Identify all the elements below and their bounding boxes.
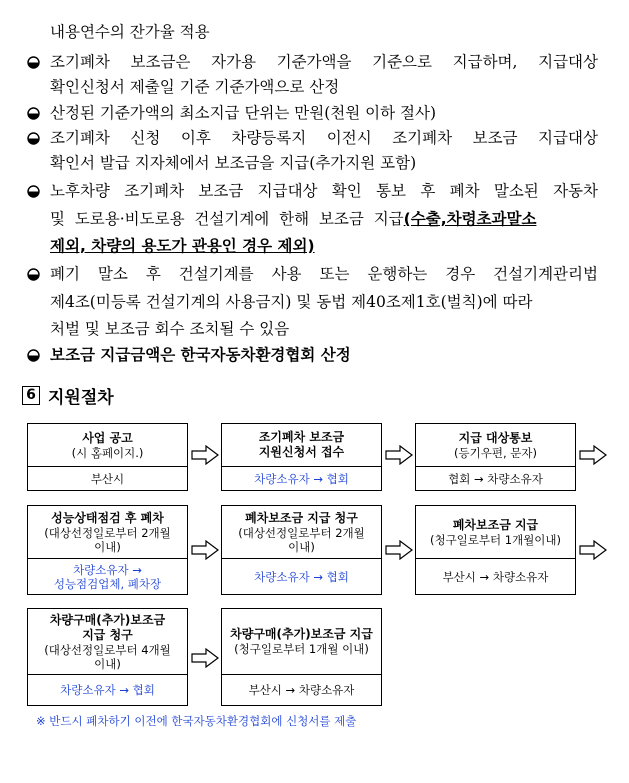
step-1-title: 사업 공고: [82, 430, 133, 445]
step-box-2: [221, 423, 382, 491]
step-7-sub: (대상선정일로부터 4개월: [44, 642, 171, 657]
right-arrow-icon: [191, 445, 219, 465]
word: 차량등록지: [231, 129, 307, 147]
step-5-actor: 차량소유자 → 협회: [254, 569, 349, 584]
step-8-title: 차량구매(추가)보조금 지급: [230, 627, 373, 641]
step-2-title-line-2: 지원신청서 접수: [258, 445, 345, 459]
step-box-8: [221, 608, 382, 706]
step-box-1: [27, 423, 188, 491]
bullet-6-line-1: 보조금 지급금액은 한국자동차환경협회 산정: [50, 346, 351, 364]
word: 지급대상: [538, 53, 598, 71]
step-3-actor: 협회 → 차량소유자: [448, 471, 543, 486]
step-4-sub: (대상선정일로부터 2개월: [44, 525, 171, 540]
word: 기준가액을: [276, 53, 352, 71]
step-box-5: [221, 505, 382, 595]
word: 폐차: [449, 182, 480, 200]
word: 후: [145, 265, 161, 283]
word: 자동차: [553, 182, 598, 200]
circle-bullet-icon: [27, 349, 40, 362]
bullet-4-line-1: [50, 181, 598, 201]
word: 확인: [331, 182, 362, 200]
step-6-title: 폐차보조금 지급: [452, 517, 539, 532]
bullet-1-line-1: [50, 52, 598, 72]
word: 신청: [130, 129, 161, 147]
word: 조기폐차: [392, 129, 453, 147]
bullet-5-line-1: [50, 264, 598, 284]
step-box-3: [415, 423, 576, 491]
step-3-title: 지급 대상통보: [458, 430, 533, 445]
text-line-1: 내용연수의 잔가율 적용: [50, 23, 210, 41]
bullet-5-line-3: 처벌 및 보조금 회수 조치될 수 있음: [50, 320, 290, 338]
word: 말소: [97, 265, 128, 283]
word: 자가용: [211, 53, 256, 71]
bullet-4-exception-text: (수출,차령초과말소: [403, 210, 537, 228]
bullet-4-line-2: [50, 209, 536, 229]
step-5-sub: (대상선정일로부터 2개월: [238, 525, 365, 540]
procedure-note: ※ 반드시 폐차하기 이전에 한국자동차환경협회에 신청서를 제출: [36, 714, 357, 728]
step-7-title-line-2: 지급 청구: [82, 627, 133, 642]
word: 건설기계관리법: [493, 265, 598, 283]
step-box-4: [27, 505, 188, 595]
word: 말소된: [493, 182, 539, 200]
step-3-sub: (등기우편, 문자): [454, 445, 537, 460]
step-7-sub-line-2: 이내): [94, 656, 121, 671]
step-box-6: [415, 505, 576, 595]
right-arrow-icon: [579, 445, 607, 465]
section-title: 지원절차: [48, 388, 114, 408]
word: 지급하며,: [452, 53, 518, 71]
step-4-title: 성능상태점검 후 폐차: [51, 510, 164, 525]
circle-bullet-icon: [27, 107, 40, 120]
word: 또는: [319, 265, 350, 283]
step-4-actor-line-2: 성능점검업체, 폐차장: [53, 576, 162, 591]
section-number: 6: [22, 386, 40, 405]
step-2-title: 조기폐차 보조금: [258, 430, 345, 444]
word: 보조금: [472, 129, 518, 147]
word: 조기폐차: [124, 182, 185, 200]
bullet-4-line-2-text: 및 도로용·비도로용 건설기계에 한해 보조금 지급: [50, 210, 404, 228]
word: 통보: [376, 182, 407, 200]
right-arrow-icon: [191, 648, 219, 668]
step-8-sub: (청구일로부터 1개월 이내): [234, 642, 369, 656]
step-6-sub: (청구일로부터 1개월이내): [429, 532, 562, 547]
word: 운행하는: [367, 265, 428, 283]
step-4-actor: 차량소유자 →: [73, 562, 142, 577]
step-8-actor: 부산시 → 차량소유자: [248, 683, 355, 697]
step-6-actor: 부산시 → 차량소유자: [442, 569, 549, 584]
word: 폐기: [50, 265, 80, 283]
bullet-4-line-3: 제외, 차량의 용도가 관용인 경우 제외): [50, 237, 315, 255]
step-2-actor: 차량소유자 → 협회: [254, 471, 349, 486]
right-arrow-icon: [385, 540, 413, 560]
word: 지급대상: [257, 182, 318, 200]
word: 노후차량: [50, 182, 110, 200]
step-1-sub: (시 홈페이지.): [71, 445, 144, 460]
word: 경우: [445, 265, 476, 283]
circle-bullet-icon: [27, 132, 40, 145]
word: 보조금은: [130, 53, 191, 71]
word: 사용: [271, 265, 302, 283]
word: 이후: [180, 129, 211, 147]
step-5-title: 폐차보조금 지급 청구: [245, 510, 358, 525]
bullet-3-line-2: 확인서 발급 지자체에서 보조금을 지급(추가지원 포함): [50, 154, 417, 172]
circle-bullet-icon: [27, 268, 40, 281]
step-7-actor: 차량소유자 → 협회: [60, 683, 155, 697]
bullet-5-line-2: 제4조(미등록 건설기계의 사용금지) 및 동법 제40조제1호(벌칙)에 따라: [50, 293, 533, 311]
step-1-actor: 부산시: [90, 471, 125, 486]
right-arrow-icon: [385, 445, 413, 465]
circle-bullet-icon: [27, 56, 40, 69]
word: 후: [420, 182, 436, 200]
bullet-3-line-1: [50, 128, 598, 148]
bullet-1-line-2: 확인신청서 제출일 기준 기준가액으로 산정: [50, 78, 340, 96]
word: 건설기계를: [178, 265, 254, 283]
step-7-title: 차량구매(추가)보조금: [49, 612, 166, 627]
word: 기준으로: [372, 53, 433, 71]
word: 지급대상: [538, 129, 598, 147]
section-heading: [22, 383, 114, 408]
word: 조기폐차: [50, 53, 110, 71]
circle-bullet-icon: [27, 185, 40, 198]
word: 보조금: [198, 182, 244, 200]
word: 이전시: [326, 129, 372, 147]
bullet-2-line-1: 산정된 기준가액의 최소지급 단위는 만원(천원 이하 절사): [50, 104, 437, 122]
right-arrow-icon: [191, 540, 219, 560]
step-box-7: [27, 608, 188, 706]
step-5-sub-line-2: 이내): [288, 539, 315, 554]
right-arrow-icon: [579, 540, 607, 560]
step-4-sub-line-2: 이내): [94, 539, 121, 554]
word: 조기폐차: [50, 129, 110, 147]
